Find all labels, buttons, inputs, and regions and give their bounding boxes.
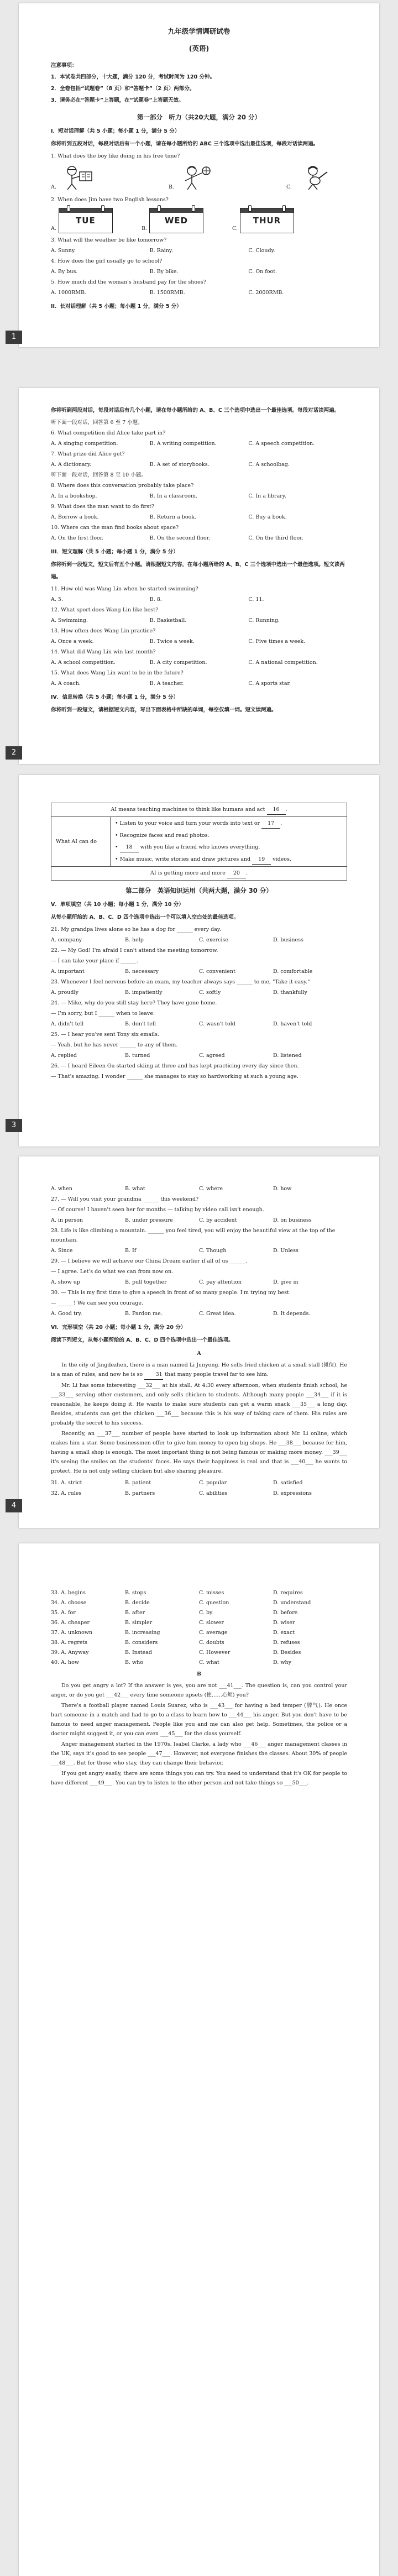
option: C. misses (199, 1590, 224, 1596)
option: A. A singing competition. (51, 441, 118, 447)
option: A. in person (51, 1217, 83, 1223)
picture-b (169, 164, 229, 192)
question-1: 1. What does the boy like doing in his free time? (51, 153, 180, 159)
option: B. Twice a week. (149, 638, 195, 645)
ai-future-row: AI is getting more and more 20 . (51, 867, 347, 881)
question-14-options (51, 658, 347, 667)
page-number-2: 2 (6, 746, 22, 760)
question-23-options (51, 988, 347, 997)
option: C. On the third floor. (248, 535, 303, 541)
ai-abilities-list (111, 817, 347, 867)
option: C. Running. (248, 617, 280, 624)
question-13: 13. How often does Wang Lin practice? (51, 628, 156, 634)
option: A. proudly (51, 989, 78, 996)
question-5: 5. How much did the woman's husband pay for the shoes? (51, 279, 206, 285)
option: B. decide (125, 1600, 150, 1606)
picture-c-label: C. (286, 184, 292, 190)
option: C. where (199, 1186, 223, 1192)
ai-definition-text: AI means teaching machines to think like humans and act (111, 807, 267, 813)
option: D. how (273, 1186, 292, 1192)
option: 34. A. choose (51, 1600, 87, 1606)
option: C. abilities (199, 1490, 228, 1496)
question-2: 2. When does Jim have two English lessons? (51, 197, 169, 203)
calendar-b (142, 208, 203, 233)
option: C. A schoolbag. (248, 462, 290, 468)
option: B. In a classroom. (149, 493, 198, 499)
option: B. impatiently (125, 989, 163, 996)
option: D. before (273, 1610, 298, 1616)
option: B. partners (125, 1490, 155, 1496)
question-27-reply: — Of course! I haven't seen her for months — talking by video call isn't enough. (51, 1207, 264, 1213)
blank-31: 31 (144, 1370, 163, 1380)
option: C. 2000RMB. (248, 290, 284, 296)
question-9-options (51, 512, 347, 522)
question-7-options (51, 460, 347, 469)
section-6-heading: VI．完形填空（共 20 小题；每小题 1 分，满分 20 分） (51, 1324, 186, 1331)
question-11: 11. How old was Wang Lin when he started swimming? (51, 586, 198, 592)
passage-a-heading: A (197, 1350, 201, 1357)
picture-a (51, 164, 112, 192)
option: D. give in (273, 1279, 298, 1285)
option: B. increasing (125, 1630, 160, 1636)
question-15: 15. What does Wang Lin want to be in the future? (51, 670, 184, 676)
passage-b-paragraph-4: If you get angry easily, there are some things you can try. You need to understand that it's OK for people to have different ___49___. You can try to listen to the other person and not take things so ___50___. (51, 1771, 347, 1786)
passage-b-paragraph-1: Do you get angry a lot? If the answer is yes, you are not ___41___. The question is, can you control your anger, or do you get ___42___ every time someone upsets (使……心烦) you? (51, 1683, 347, 1698)
page-number-4: 4 (6, 1499, 22, 1512)
question-11-options (51, 595, 347, 604)
option: B. Basketball. (149, 617, 187, 624)
ability-4: • Make music, write stories and draw pictures and 19 videos. (115, 855, 342, 865)
options-33-40 (51, 1588, 347, 1667)
ability-1-text: Listen to your voice and turn your words into text or (119, 820, 262, 826)
question-38-options (51, 1638, 347, 1647)
option: C. question (199, 1600, 229, 1606)
question-22: 22. — My God! I'm afraid I can't attend the meeting tomorrow. (51, 947, 218, 954)
question-25: 25. — I hear you've sent Tony six emails. (51, 1032, 160, 1038)
question-12: 12. What sport does Wang Lin like best? (51, 607, 159, 613)
question-6-options (51, 439, 347, 448)
question-28-options (51, 1246, 347, 1255)
section-6-instructions: 阅读下列短文，从每小题所给的 A、B、C、D 四个选项中选出一个最佳选项。 (51, 1337, 234, 1343)
question-10-options (51, 533, 347, 543)
ai-info-table (51, 803, 347, 881)
question-28: 28. Life is like climbing a mountain. ______ you feel tired, you will enjoy the beautiful view at the top of the mountain. (51, 1228, 336, 1243)
page-3 (19, 775, 379, 1146)
question-37-options (51, 1628, 347, 1637)
option: B. Pardon me. (125, 1311, 163, 1317)
question-29-reply: — I agree. Let's do what we can from now on. (51, 1269, 174, 1275)
note-1: 1．本试卷共四部分，十大题，满分 120 分，考试时间为 120 分钟。 (51, 74, 216, 80)
question-26-options (51, 1184, 347, 1193)
option: A. Swimming. (51, 617, 88, 624)
option: B. who (125, 1659, 143, 1666)
option: C. slower (199, 1620, 224, 1626)
blank-16: 16 (267, 805, 286, 815)
option: 31. A. strict (51, 1480, 82, 1486)
option: A. Once a week. (51, 638, 94, 645)
picture-a-label: A. (51, 184, 56, 190)
question-25-reply: — Yeah, but he has never ______ to any of them. (51, 1042, 178, 1048)
calendar-a (51, 208, 113, 233)
passage-a-paragraph-2: Mr. Li has some interesting ___32___ at his stall. At 4:30 every afternoon, when students finish school, he ___33___ serving other customers, and only sells chicken to students. Although many people ___34___ if it is reasonable, he keeps doing it. He wants to make sure students can get a warm snack ___35___ a long day. Besides, students can get the chicken ___36___ because this is his way of taking care of them. His rules are probably the secret to his success. (51, 1383, 347, 1426)
calendar-icon (149, 208, 203, 233)
option: C. wasn't told (199, 1021, 235, 1027)
option: C. However (199, 1650, 231, 1656)
option: A. Good try. (51, 1311, 82, 1317)
page-4 (19, 1156, 379, 1528)
option: 36. A. cheaper (51, 1620, 90, 1626)
passage-a-text-tail: that many people travel far to see him. (163, 1371, 269, 1378)
option: C. 11. (248, 596, 264, 603)
option: C. Though (199, 1248, 227, 1254)
option: D. comfortable (273, 968, 313, 975)
option: C. Buy a book. (248, 514, 287, 520)
option: C. average (199, 1630, 228, 1636)
calendar-icon (59, 208, 113, 233)
option: B. stops (125, 1590, 146, 1596)
option: 40. A. how (51, 1659, 79, 1666)
ability-2: • Recognize faces and read photos. (115, 833, 210, 839)
option: A. Sunny. (51, 248, 76, 254)
passage-a-text: In the city of Jingdezhen, there is a man named Li Junyong. He sells fried chicken at a small stall (摊位). He is a man of rules, and now he is so (51, 1362, 347, 1378)
day-wed: WED (164, 216, 188, 226)
option: D. thankfully (273, 989, 307, 996)
question-24-reply: — I'm sorry, but I ______ when to leave. (51, 1010, 155, 1017)
option: C. doubts (199, 1640, 224, 1646)
option: A. when (51, 1186, 72, 1192)
note-2: 2．全卷包括“试题卷”（8 页）和“答题卡”（2 页）两部分。 (51, 86, 195, 92)
question-26: 26. — I heard Eileen Gu started skiing at three and has kept practicing every day since then. (51, 1063, 299, 1069)
section-5-heading: V．单项填空（共 10 小题；每小题 1 分，满分 10 分） (51, 902, 184, 908)
ability-3-text: with you like a friend who knows everything. (138, 844, 260, 850)
what-ai-can-do-label: What AI can do (51, 817, 111, 867)
option: D. requires (273, 1590, 303, 1596)
blank-20: 20 (227, 868, 246, 878)
question-34-options (51, 1598, 347, 1608)
option: A. Borrow a book. (51, 514, 99, 520)
question-36-options (51, 1618, 347, 1627)
question-30-options (51, 1309, 347, 1318)
section-3-instructions: 你将听到一段短文，短文后有五个小题。请根据短文内容，在每小题所给的 A、B、C 三个选项中选出一个最佳选项。短文读两遍。 (51, 562, 345, 580)
section-4-instructions: 你将听到一段短文，请根据短文内容，写出下面表格中所缺的单词，每空仅填一词。短文读两遍。 (51, 707, 277, 713)
option: C. by accident (199, 1217, 237, 1223)
picture-b-label: B. (169, 184, 175, 190)
option: B. necessary (125, 968, 159, 975)
boy-playing-guitar-icon (295, 164, 339, 191)
option: D. exact (273, 1630, 295, 1636)
option: C. convenient (199, 968, 235, 975)
option: D. satisfied (273, 1480, 303, 1486)
question-31-options (51, 1478, 347, 1488)
option: A. A school competition. (51, 659, 116, 666)
option: A. In a bookshop. (51, 493, 97, 499)
ai-future-text: AI is getting more and more (150, 870, 227, 876)
question-21-options (51, 935, 347, 945)
question-33-options (51, 1588, 347, 1598)
section-5-instructions: 从每小题所给的 A、B、C、D 四个选项中选出一个可以填入空白处的最佳选项。 (51, 914, 239, 920)
option: D. It depends. (273, 1311, 311, 1317)
blank-19: 19 (252, 855, 271, 865)
option: B. Rainy. (149, 248, 174, 254)
option: A. 5. (51, 596, 63, 603)
section-2-heading: II．长对话理解（共 5 小题；每小题 1 分，满分 5 分） (51, 303, 182, 310)
option: B. what (125, 1186, 145, 1192)
question-4-options (51, 267, 347, 276)
exam-title: 九年级学情调研试卷 (167, 27, 231, 35)
option: C. what (199, 1659, 219, 1666)
section-4-heading: IV．信息转换（共 5 小题；每小题 1 分，满分 5 分） (51, 694, 179, 700)
option: D. why (273, 1659, 291, 1666)
option: A. A dictionary. (51, 462, 92, 468)
passage-b-paragraph-3: Anger management started in the 1970s. Isabel Clarke, a lady who ___46___ anger management classes in the UK, says it's good to see people ___47___. However, not everyone finishes the classes. About 30% of people ___48___. But for those who stay, they can change their behavior. (51, 1741, 347, 1766)
part-two-heading: 第二部分 英语知识运用（共两大题，满分 30 分） (125, 887, 273, 894)
option: A. 1000RMB. (51, 290, 86, 296)
passage-a-paragraph-3: Recently, an ___37___ number of people have started to look up information about Mr. Li online, which makes him a star. Some businessmen offer to give him money to open big shops. He ___38___ because for him, having a small shop is enough. The most important thing is not being famous or making more money. ___39___ it's seeing the smiles on the students' faces. He says their happiness is real and that is ___40___ he wants to protect. He is not only selling chicken but also sharing pleasure. (51, 1431, 347, 1474)
option: D. Unless (273, 1248, 298, 1254)
question-7: 7. What prize did Alice get? (51, 451, 125, 457)
question-24-options (51, 1019, 347, 1029)
option: C. pay attention (199, 1279, 242, 1285)
option: C. Five times a week. (248, 638, 306, 645)
option: D. Besides (273, 1650, 301, 1656)
question-8: 8. Where does this conversation probably take place? (51, 483, 194, 489)
option: 35. A. for (51, 1610, 76, 1616)
option: A. A coach. (51, 680, 81, 687)
option: B. Instead (125, 1650, 152, 1656)
question-10: 10. Where can the man find books about space? (51, 525, 179, 531)
question-35-options (51, 1608, 347, 1617)
option: 39. A. Anyway (51, 1650, 89, 1656)
option: B. patient (125, 1480, 151, 1486)
question-32-options (51, 1489, 347, 1498)
option: B. On the second floor. (149, 535, 211, 541)
option: C. On foot. (248, 269, 277, 275)
question-2-calendars (51, 208, 294, 233)
day-tue: TUE (76, 216, 96, 226)
option: B. 8. (149, 596, 162, 603)
option: D. listened (273, 1053, 302, 1059)
passage-b-paragraph-2: There's a football player named Louis Suarez, who is ___43___ for having a bad temper (脾气). He once hurt someone in a match and had to go to a class to learn how to ___44___ his anger. But you don't have to be famous to need anger management. People like you and me can also get help. Sometimes, the police or a doctor might suggest it, or you can even ___45___ for the class yourself. (51, 1703, 347, 1737)
page-5 (19, 1543, 379, 2576)
option: C. popular (199, 1480, 227, 1486)
passage-b-heading: B (196, 1671, 202, 1677)
option: C. A national competition. (248, 659, 318, 666)
notes-heading: 注意事项： (51, 62, 77, 69)
question-22-reply: — I can take your place if ______. (51, 958, 138, 964)
question-30: 30. — This is my first time to give a speech in front of so many people. I'm trying my best. (51, 1290, 291, 1296)
section-1-instructions: 你将听到五段对话，每段对话后有一个小题，请在每小题所给的 ABC 三个选项中选出最佳选项，每段对话读两遍。 (51, 141, 319, 147)
option: B. after (125, 1610, 145, 1616)
option: B. don't tell (125, 1021, 156, 1027)
ability-2-text: Recognize faces and read photos. (119, 833, 210, 839)
ability-4-tail: videos. (271, 856, 291, 862)
option: D. business (273, 937, 303, 943)
question-22-options (51, 967, 347, 976)
question-24: 24. — Mike, why do you still stay here? They have gone home. (51, 1000, 217, 1006)
calendar-icon (240, 208, 294, 233)
option: C. A speech competition. (248, 441, 315, 447)
option: 38. A. regrets (51, 1640, 88, 1646)
option: B. By bike. (149, 269, 179, 275)
boy-reading-icon (60, 164, 98, 191)
calendar-a-label: A. (51, 226, 56, 232)
option: 32. A. rules (51, 1490, 82, 1496)
question-3-options (51, 246, 347, 255)
option: B. considers (125, 1640, 158, 1646)
option: A. important (51, 968, 85, 975)
question-14: 14. What did Wang Lin win last month? (51, 649, 156, 655)
dialogue-1-note: 听下面一段对话，回答第 6 至 7 小题。 (51, 420, 143, 426)
section-3-heading: III．短文理解（共 5 小题；每小题 1 分，满分 5 分） (51, 549, 179, 555)
option: B. simpler (125, 1620, 153, 1626)
page-number-3: 3 (6, 1119, 22, 1132)
question-1-pictures (51, 164, 347, 193)
option: B. A city competition. (149, 659, 207, 666)
note-3: 3．请务必在“答题卡”上答题，在“试题卷”上答题无效。 (51, 97, 184, 103)
option: B. A teacher. (149, 680, 184, 687)
option: D. understand (273, 1600, 311, 1606)
option: A. By bus. (51, 269, 78, 275)
option: D. on business (273, 1217, 312, 1223)
question-23: 23. Whenever I feel nervous before an exam, my teacher always says ______ to me, "Take it easy." (51, 979, 310, 985)
ability-3: • 18 with you like a friend who knows everything. (115, 842, 342, 852)
option: C. Cloudy. (248, 248, 275, 254)
option: 37. A. unknown (51, 1630, 93, 1636)
option: B. If (125, 1248, 137, 1254)
question-21: 21. My grandpa lives alone so he has a dog for ______ every day. (51, 926, 221, 933)
option: C. softly (199, 989, 221, 996)
question-3: 3. What will the weather be like tomorrow? (51, 237, 167, 243)
question-4: 4. How does the girl usually go to school? (51, 258, 163, 264)
section-2-instructions: 你将听到两段对话，每段对话后有几个小题，请在每小题所给的 A、B、C 三个选项中选出一个最佳选项。每段对话读两遍。 (51, 407, 340, 413)
section-1-heading: I．短对话理解（共 5 小题；每小题 1 分，满分 5 分） (51, 128, 180, 134)
option: C. by (199, 1610, 213, 1616)
option: 33. A. begins (51, 1590, 86, 1596)
part-one-heading: 第一部分 听力（共20大题，满分 20 分） (137, 113, 261, 121)
dialogue-2-note: 听下面一段对话，回答第 8 至 10 小题。 (51, 472, 146, 478)
option: C. agreed (199, 1053, 225, 1059)
option: A. show up (51, 1279, 80, 1285)
question-30-reply: — ______! We can see you courage. (51, 1300, 144, 1306)
question-26-reply: — That's amazing. I wonder ______ she manages to stay so hardworking at such a young age. (51, 1074, 298, 1080)
option: B. A writing competition. (149, 441, 217, 447)
blank-17: 17 (261, 819, 280, 829)
option: A. Since (51, 1248, 73, 1254)
option: A. company (51, 937, 82, 943)
question-29: 29. — I believe we will achieve our China Dream earlier if all of us ______. (51, 1258, 247, 1264)
question-40-options (51, 1658, 347, 1667)
question-27: 27. — Will you visit your grandma ______ this weekend? (51, 1196, 199, 1202)
option: A. On the first floor. (51, 535, 104, 541)
question-39-options (51, 1648, 347, 1657)
question-25-options (51, 1051, 347, 1060)
exam-subtitle: (英语) (188, 44, 210, 53)
page-1 (19, 3, 379, 347)
question-15-options (51, 679, 347, 688)
option: B. A set of storybooks. (149, 462, 210, 468)
option: B. pull together (125, 1279, 167, 1285)
option: A. replied (51, 1053, 77, 1059)
option: B. under pressure (125, 1217, 173, 1223)
option: A. didn't tell (51, 1021, 84, 1027)
option: D. refuses (273, 1640, 300, 1646)
question-27-options (51, 1216, 347, 1225)
option: C. Great idea. (199, 1311, 236, 1317)
option: C. A sports star. (248, 680, 291, 687)
question-29-options (51, 1277, 347, 1287)
page-number-1: 1 (6, 331, 22, 344)
option: B. help (125, 937, 144, 943)
option: D. haven't told (273, 1021, 312, 1027)
calendar-c-label: C. (232, 226, 238, 232)
option: C. exercise (199, 937, 228, 943)
ability-4-text: Make music, write stories and draw pictures and (119, 856, 253, 862)
question-9: 9. What does the man want to do first? (51, 504, 154, 510)
question-5-options (51, 288, 347, 297)
option: D. expressions (273, 1490, 312, 1496)
picture-c (286, 164, 347, 192)
calendar-c (232, 208, 294, 233)
ability-1: • Listen to your voice and turn your words into text or 17 . (115, 819, 342, 829)
day-thur: THUR (253, 216, 281, 226)
option: B. Return a book. (149, 514, 197, 520)
question-13-options (51, 637, 347, 646)
option: B. 1500RMB. (149, 290, 185, 296)
option: C. In a library. (248, 493, 286, 499)
passage-a-paragraph-1 (51, 1360, 347, 1380)
ai-definition-row: AI means teaching machines to think like humans and act 16 . (51, 803, 347, 817)
question-12-options (51, 616, 347, 625)
boy-playing-basketball-icon (177, 164, 222, 191)
question-8-options (51, 491, 347, 501)
question-6: 6. What competition did Alice take part in? (51, 430, 166, 436)
blank-18: 18 (120, 842, 139, 852)
option: B. turned (125, 1053, 150, 1059)
page-2 (19, 388, 379, 764)
calendar-b-label: B. (141, 226, 147, 232)
option: D. wiser (273, 1620, 295, 1626)
